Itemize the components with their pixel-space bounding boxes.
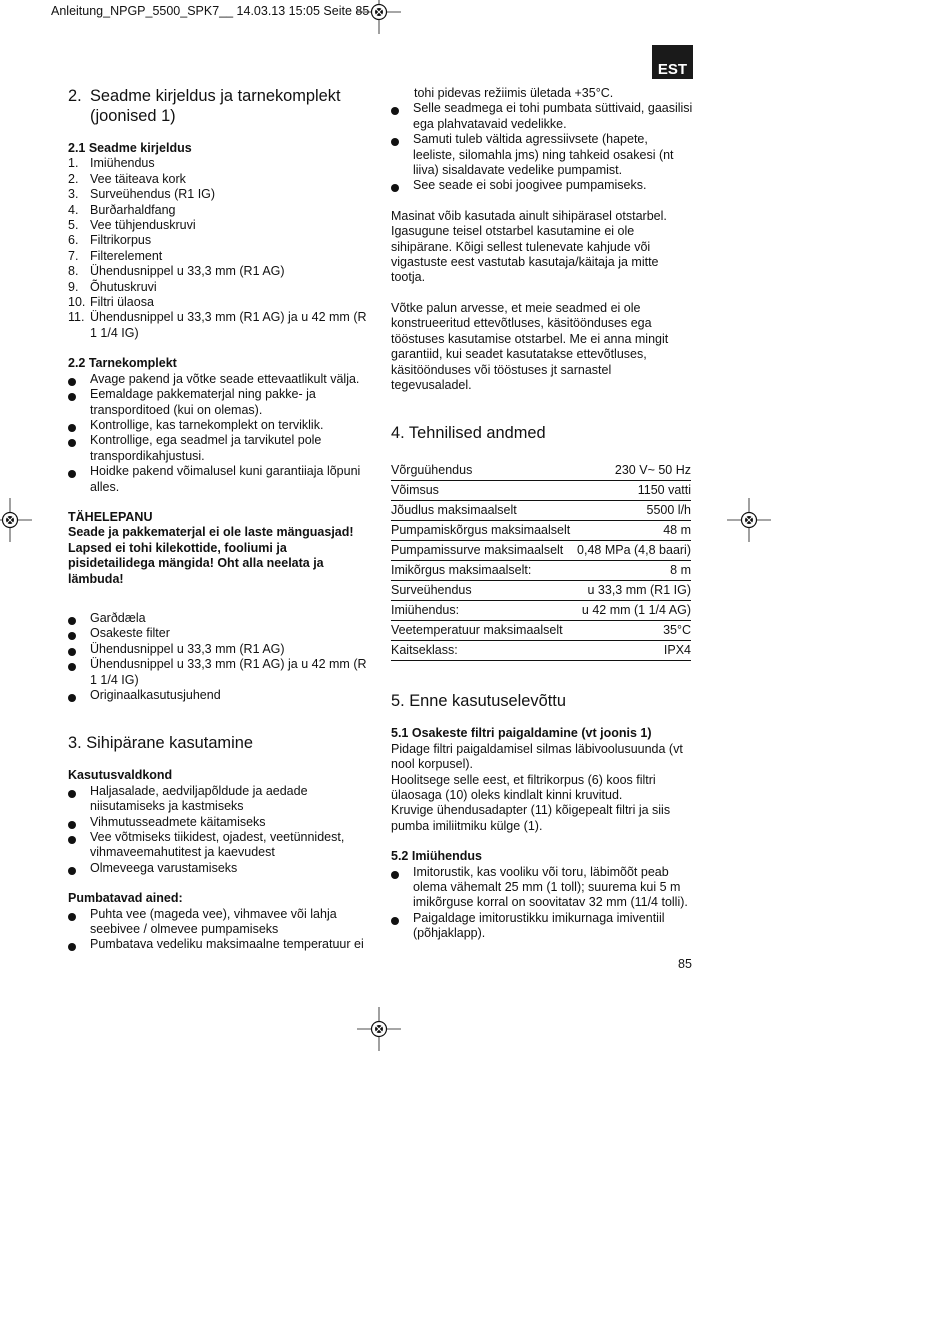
list-item: 8. Ühendusnippel u 33,3 mm (R1 AG) <box>68 264 285 279</box>
list-item: Avage pakend ja võtke seade ettevaatlikult välja. <box>68 372 373 387</box>
list-item: 5. Vee tühjenduskruvi <box>68 218 196 233</box>
table-row: Jõudlus maksimaalselt 5500 l/h <box>391 501 691 521</box>
list-item: Eemaldage pakkematerjal ning pakke- ja transporditoed (kui on olemas). <box>68 387 373 418</box>
list-item: See seade ei sobi joogivee pumpamiseks. <box>391 178 693 193</box>
list-item: Paigaldage imitorustikku imikurnaga imiventiil (põhjaklapp). <box>391 911 693 942</box>
use-area-heading: Kasutusvaldkond <box>68 768 173 783</box>
section-2-heading <box>68 86 373 126</box>
right-column <box>391 86 693 942</box>
list-item: Kontrollige, ega seadmel ja tarvikutel pole transpordikahjustusi. <box>68 433 373 464</box>
list-item: Olmeveega varustamiseks <box>68 861 373 876</box>
registration-mark-icon <box>357 1007 401 1051</box>
list-item: 7. Filterelement <box>68 248 163 263</box>
list-item: 9. Õhutuskruvi <box>68 279 157 294</box>
list-item: 3. Surveühendus (R1 IG) <box>68 187 216 202</box>
table-row: Pumpamiskõrgus maksimaalselt 48 m <box>391 521 691 541</box>
list-item: Hoidke pakend võimalusel kuni garantiiaja lõpuni alles. <box>68 464 373 495</box>
list-item: Selle seadmega ei tohi pumbata süttivaid, gaasilisi ega plahvatavaid vedelikke. <box>391 101 693 132</box>
bullet-icon <box>68 784 90 815</box>
list-item: Pumbatava vedeliku maksimaalne temperatuur ei <box>68 937 373 952</box>
left-column <box>68 86 373 953</box>
table-row: Imiühendus: u 42 mm (1 1/4 AG) <box>391 601 691 621</box>
list-item: 2. Vee täiteava kork <box>68 171 186 186</box>
section-5-heading: 5. Enne kasutuselevõttu <box>391 692 566 711</box>
registration-mark-icon <box>0 498 32 542</box>
list-item: Vihmutusseadmete käitamiseks <box>68 815 373 830</box>
media-heading: Pumbatavad ained: <box>68 891 183 906</box>
language-tab: EST <box>652 45 693 79</box>
bullet-icon <box>391 101 413 132</box>
list-item: Garðdæla <box>68 611 373 626</box>
bullet-icon <box>68 464 90 495</box>
bullet-icon <box>391 911 413 942</box>
use-area-list <box>68 784 373 876</box>
list-item: 6. Filtrikorpus <box>68 233 152 248</box>
table-row: Imikõrgus maksimaalselt: 8 m <box>391 561 691 581</box>
bullet-icon <box>68 642 90 657</box>
subsection-5-2-heading: 5.2 Imiühendus <box>391 849 482 864</box>
list-item: Haljasalade, aedviljapõldude ja aedade niisutamiseks ja kastmiseks <box>68 784 373 815</box>
list-item: Originaalkasutusjuhend <box>68 688 373 703</box>
media-continuation: tohi pidevas režiimis ületada +35°C. <box>414 86 614 100</box>
list-item: 11. Ühendusnippel u 33,3 mm (R1 AG) ja u 42 mm (R 1 1/4 IG) <box>68 310 367 340</box>
paragraph: Võtke palun arvesse, et meie seadmed ei ole konstrueeritud ettevõtluses, käsitöönduses ega tööstuses kasutamise otstarbel. Me ei anna mingit garantiid, kui seadet kasutatakse ettevõtluses, käsitöönduses või tööstuses jt sarnastel tegevusaladel. <box>391 300 669 392</box>
table-row: Võrguühendus 230 V~ 50 Hz <box>391 463 691 481</box>
bullet-icon <box>68 611 90 626</box>
bullet-icon <box>68 937 90 952</box>
bullet-icon <box>391 178 413 193</box>
subsection-2-2-heading: 2.2 Tarnekomplekt <box>68 356 177 371</box>
section-3-heading: 3. Sihipärane kasutamine <box>68 734 253 753</box>
suction-connection-list <box>391 865 693 942</box>
subsection-5-1-heading: 5.1 Osakeste filtri paigaldamine (vt joonis 1) <box>391 726 652 741</box>
paragraph: Pidage filtri paigaldamisel silmas läbivoolusuunda (vt nool korpusel). <box>391 741 683 772</box>
list-item: Ühendusnippel u 33,3 mm (R1 AG) <box>68 642 373 657</box>
bullet-icon <box>68 830 90 861</box>
bullet-icon <box>391 132 413 178</box>
section-number: 2. <box>68 87 82 105</box>
bullet-icon <box>68 907 90 938</box>
bullet-icon <box>68 387 90 418</box>
bullet-icon <box>68 657 90 688</box>
bullet-icon <box>68 815 90 830</box>
warning-text: Seade ja pakkematerjal ei ole laste mänguasjad! Lapsed ei tohi kilekottide, fooliumi ja pisidetailidega mängida! Oht alla neelata ja lämbuda! <box>68 525 354 586</box>
list-item: Kontrollige, kas tarnekomplekt on terviklik. <box>68 418 373 433</box>
paragraph: Masinat võib kasutada ainult sihipärasel otstarbel. Igasugune teisel otstarbel kasutamine ei ole sihipärane. Kõigi sellest tulenevate kahjude või vigastuste eest vastutab kasutaja/käitaja ja mitte tootja. <box>391 208 667 285</box>
list-item: 10. Filtri ülaosa <box>68 295 154 310</box>
warning-title: TÄHELEPANU <box>68 509 153 524</box>
table-row: Veetemperatuur maksimaalselt 35°C <box>391 621 691 641</box>
parts-list <box>68 156 373 341</box>
list-item: Vee võtmiseks tiikidest, ojadest, veetünnidest, vihmaveemahutitest ja kaevudest <box>68 830 373 861</box>
bullet-icon <box>391 865 413 911</box>
bullet-icon <box>68 433 90 464</box>
technical-data-table <box>391 463 691 661</box>
list-item: 1. Imiühendus <box>68 156 155 171</box>
delivery-steps-list <box>68 372 373 495</box>
paragraph: Kruvige ühendusadapter (11) kõigepealt filtri ja siis pumba imiliitmiku külge (1). <box>391 803 671 833</box>
bullet-icon <box>68 861 90 876</box>
bullet-icon <box>68 372 90 387</box>
list-item: 4. Burðarhaldfang <box>68 202 176 217</box>
table-row: Kaitseklass: IPX4 <box>391 641 691 661</box>
bullet-icon <box>68 688 90 703</box>
list-item: Imitorustik, kas vooliku või toru, läbimõõt peab olema vähemalt 25 mm (1 toll); suurema kui 5 m imikõrguse korral on soovitatav 32 mm (11/4 tolli). <box>391 865 693 911</box>
registration-mark-icon <box>357 0 401 34</box>
list-item: Osakeste filter <box>68 626 373 641</box>
paragraph: Hoolitsege selle eest, et filtrikorpus (6) koos filtri ülaosaga (10) oleks kindlalt kinni kruvitud. <box>391 772 656 802</box>
bullet-icon <box>68 418 90 433</box>
package-contents-list <box>68 611 373 703</box>
table-row: Surveühendus u 33,3 mm (R1 IG) <box>391 581 691 601</box>
list-item: Samuti tuleb vältida agressiivsete (hapete, leeliste, silomahla jms) ning tahkeid osakesi (nt liiva) sisaldavate vedelike pumpamist. <box>391 132 693 178</box>
media-list <box>68 907 373 953</box>
bullet-icon <box>68 626 90 641</box>
registration-mark-icon <box>727 498 771 542</box>
table-row: Võimsus 1150 vatti <box>391 481 691 501</box>
section-title: Seadme kirjeldus ja tarnekomplekt (joonised 1) <box>90 87 341 125</box>
subsection-2-1-heading: 2.1 Seadme kirjeldus <box>68 141 192 155</box>
page-number: 85 <box>678 957 692 971</box>
table-row: Pumpamissurve maksimaalselt 0,48 MPa (4,8 baari) <box>391 541 691 561</box>
list-item: Ühendusnippel u 33,3 mm (R1 AG) ja u 42 mm (R 1 1/4 IG) <box>68 657 373 688</box>
section-4-heading: 4. Tehnilised andmed <box>391 424 546 443</box>
media-list-continued <box>391 101 693 193</box>
list-item: Puhta vee (mageda vee), vihmavee või lahja seebivee / olmevee pumpamiseks <box>68 907 373 938</box>
print-slug: Anleitung_NPGP_5500_SPK7__ 14.03.13 15:05 Seite 85 <box>51 4 370 18</box>
